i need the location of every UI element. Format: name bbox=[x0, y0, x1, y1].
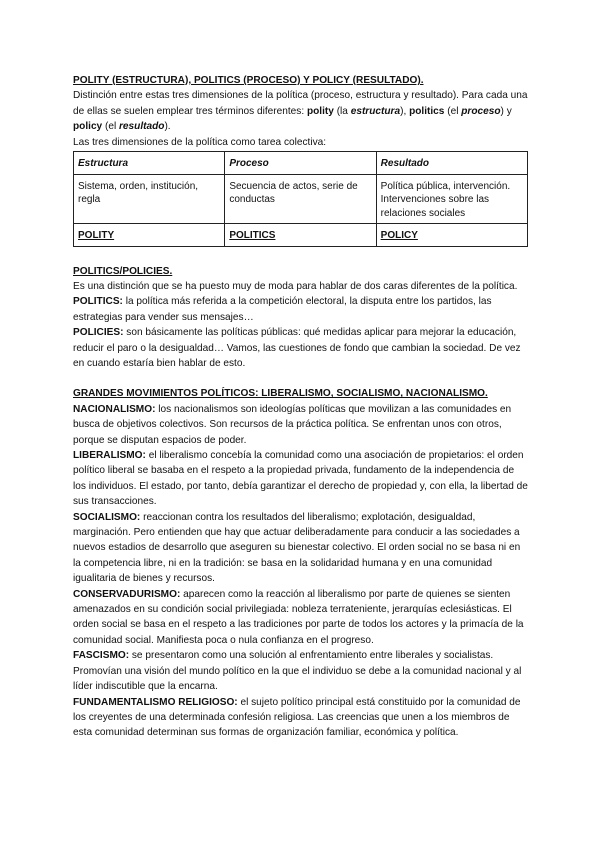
intro-text: (el bbox=[444, 105, 462, 117]
table-footer-cell: POLITICS bbox=[225, 224, 376, 247]
intro-text: (el bbox=[102, 121, 119, 133]
term-estructura: estructura bbox=[350, 105, 401, 117]
paragraph bbox=[73, 448, 528, 510]
table-header-cell: Proceso bbox=[225, 152, 376, 175]
term-polity: polity bbox=[306, 105, 334, 117]
term-label: POLITICS: bbox=[73, 296, 123, 308]
document-page bbox=[73, 73, 528, 741]
definition-text: el liberalismo concebía la comunidad como una asociación de propietarios: el orden político liberal se basaba en el respeto a la propiedad privada, fundamento de la independencia de los individuos. El estado, por tanto, debía garantizar el derecho de propiedad y, con ella, la libertad de sus transacciones. bbox=[73, 450, 528, 508]
section-heading-movements: GRANDES MOVIMIENTOS POLÍTICOS: LIBERALISMO, SOCIALISMO, NACIONALISMO. bbox=[73, 388, 488, 400]
term-label: POLICIES: bbox=[73, 327, 124, 339]
table-footer-cell: POLICY bbox=[376, 224, 527, 247]
paragraph bbox=[73, 587, 528, 649]
term-label: FUNDAMENTALISMO RELIGIOSO: bbox=[73, 696, 238, 708]
definition-text: los nacionalismos son ideologías políticas que movilizan a las comunidades en busca de objetivos colectivos. Son recursos de la práctica política. Se enfrentan unos con otros, porque se disputan espacios de poder. bbox=[73, 403, 512, 446]
term-politics: politics bbox=[409, 105, 445, 117]
definition-text: reaccionan contra los resultados del liberalismo; explotación, desigualdad, marginación. Pero entienden que hay que actuar deliberadamente para conducir a las sociedades a nuevos estadios de desarrollo que aseguren su bienestar colectivo. El orden social no se basa ni en la competencia libre, ni en la tradición: se basa en la solidaridad humana y en una comunidad igualitaria de bienes y recursos. bbox=[73, 511, 521, 585]
section-heading-polity: POLITY (ESTRUCTURA), POLITICS (PROCESO) Y POLICY (RESULTADO). bbox=[73, 75, 424, 86]
table-header-cell: Estructura bbox=[74, 152, 225, 175]
paragraph bbox=[73, 648, 528, 694]
section-heading-politics-policies: POLITICS/POLICIES. bbox=[73, 265, 173, 277]
definition-text: se presentaron como una solución al enfrentamiento entre liberales y socialistas. Promovían una visión del mundo político en la que el individuo se debe a la comunidad nacional y al líder indiscutible que la encarna. bbox=[73, 650, 522, 693]
term-label: CONSERVADURISMO: bbox=[73, 588, 181, 600]
table-footer-cell: POLITY bbox=[74, 224, 225, 247]
paragraph: Es una distinción que se ha puesto muy de moda para hablar de dos caras diferentes de la política. bbox=[73, 280, 518, 292]
term-label: NACIONALISMO: bbox=[73, 403, 156, 415]
definition-text: el sujeto político principal está constituido por la comunidad de los creyentes de una determinada confesión religiosa. Las creencias que unen a los miembros de esta comunidad determinan sus formas de organización familiar, económica y política. bbox=[73, 696, 521, 739]
term-policy: policy bbox=[73, 121, 103, 133]
table-row bbox=[74, 174, 528, 224]
dimensions-table bbox=[73, 151, 528, 247]
paragraph bbox=[73, 695, 528, 741]
term-resultado: resultado bbox=[119, 121, 165, 133]
term-label: SOCIALISMO: bbox=[73, 511, 141, 523]
table-cell: Secuencia de actos, serie de conductas bbox=[225, 174, 376, 224]
term-label: LIBERALISMO: bbox=[73, 450, 146, 461]
definition-text: aparecen como la reacción al liberalismo por parte de quienes se sienten amenazados en su condición social privilegiada: nobleza terrateniente, jerarquías eclesiásticas. El orden social se basa en el respeto a las tradiciones por parte de todos los actores y la primacía de la comunidad social. Manifiesta poca o nula confianza en el progreso. bbox=[73, 588, 524, 646]
intro-text: (la bbox=[333, 105, 351, 117]
table-intro: Las tres dimensiones de la política como tarea colectiva: bbox=[73, 136, 327, 148]
intro-text: ). bbox=[164, 121, 171, 133]
intro-text: ) y bbox=[500, 105, 512, 117]
definition-text: son básicamente las políticas públicas: qué medidas aplicar para mejorar la educación, reducir el paro o la desigualdad… Vamos, las cuestiones de fondo que cambian la sociedad. De vez en cuando estaría bien hablar de esto. bbox=[73, 327, 521, 369]
table-header-cell: Resultado bbox=[376, 152, 527, 175]
paragraph bbox=[73, 402, 528, 448]
paragraph bbox=[73, 510, 528, 587]
intro-text: Distinción entre estas tres dimensiones de la política (proceso, estructura y resultado). Para cada una de ellas se suelen emplear tres términos diferentes: bbox=[73, 90, 528, 117]
definition-text: la política más referida a la competición electoral, la disputa entre los partidos, las estrategias para vender sus mensajes… bbox=[73, 296, 492, 323]
intro-text: ), bbox=[400, 105, 410, 117]
paragraph bbox=[73, 294, 528, 325]
term-proceso: proceso bbox=[461, 105, 501, 117]
table-header-row bbox=[74, 152, 528, 175]
table-footer-row bbox=[74, 224, 528, 247]
intro-paragraph bbox=[73, 88, 528, 134]
table-cell: Sistema, orden, institución, regla bbox=[74, 174, 225, 224]
table-cell: Política pública, intervención. Intervenciones sobre las relaciones sociales bbox=[376, 174, 527, 224]
term-label: FASCISMO: bbox=[73, 650, 130, 662]
paragraph bbox=[73, 325, 528, 371]
